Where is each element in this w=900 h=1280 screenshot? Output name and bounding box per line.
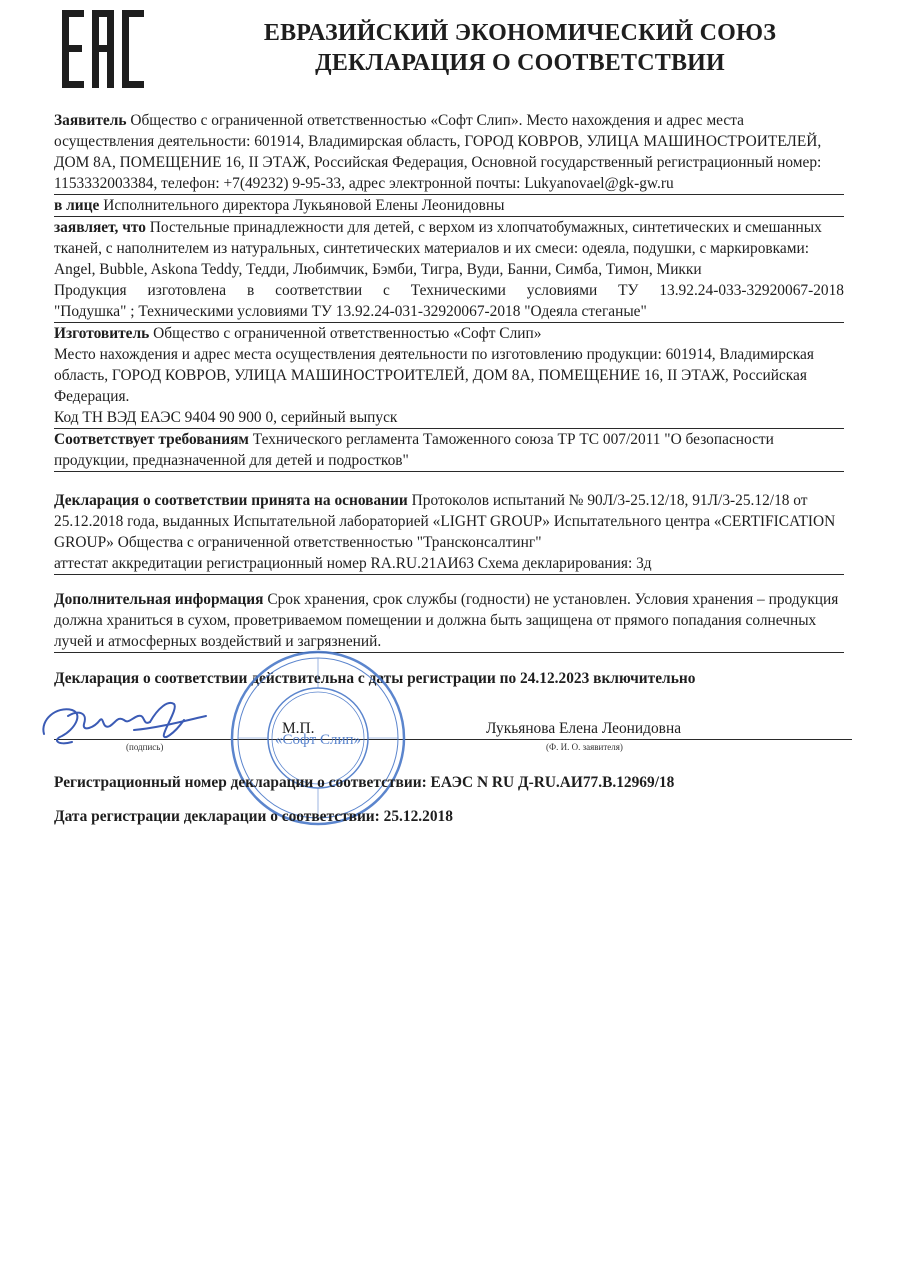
additional-info-label: Дополнительная информация xyxy=(54,591,264,608)
company-stamp xyxy=(228,648,408,828)
seal-placeholder: М.П. xyxy=(282,720,315,737)
production-line-1: Продукция изготовлена в соответствии с Техническими условиями ТУ 13.92.24-033-32920067-2018 xyxy=(54,282,844,299)
represented-by-text: Исполнительного директора Лукьяновой Елены Леонидовны xyxy=(103,197,505,214)
declares-section xyxy=(54,217,844,323)
conformity-section xyxy=(54,429,844,472)
production-line-2: "Подушка" ; Техническими условиями ТУ 13.92.24-031-32920067-2018 "Одеяла стеганые" xyxy=(54,303,647,320)
represented-by-section xyxy=(54,195,844,217)
signature-caption: (подпись) xyxy=(126,742,164,752)
declares-label: заявляет, что xyxy=(54,219,146,236)
stamp-center-text: «Софт Слип» xyxy=(274,732,362,748)
title-line-declaration: ДЕКЛАРАЦИЯ О СООТВЕТСТВИИ xyxy=(315,50,725,76)
manufacturer-address: Место нахождения и адрес места осуществления деятельности по изготовлению продукции: 601914, Владимирская область, ГОРОД КОВРОВ, УЛИЦА МАШИНОСТРОИТЕЛЕЙ, ДОМ 8А, ПОМЕЩЕНИЕ 16, II ЭТАЖ, Российская Федерация. xyxy=(54,346,814,405)
registration-date: Дата регистрации декларации о соответствии: 25.12.2018 xyxy=(54,808,453,825)
manufacturer-text: Общество с ограниченной ответственностью «Софт Слип» xyxy=(153,325,542,342)
name-caption: (Ф. И. О. заявителя) xyxy=(546,742,623,752)
basis-label: Декларация о соответствии принята на основании xyxy=(54,492,408,509)
basis-section xyxy=(54,490,844,575)
additional-info-text: Срок хранения, срок службы (годности) не установлен. Условия хранения – продукция должна храниться в сухом, проветриваемом помещении и должна быть защищена от прямого попадания солнечных лучей и атмосферных воздействий и загрязнений. xyxy=(54,591,839,650)
represented-by-label: в лице xyxy=(54,197,100,214)
conformity-text: Технического регламента Таможенного союза ТР ТС 007/2011 "О безопасности продукции, предназначенной для детей и подростков" xyxy=(54,431,774,469)
manufacturer-section xyxy=(54,323,844,429)
conformity-label: Соответствует требованиям xyxy=(54,431,249,448)
manufacturer-code: Код ТН ВЭД ЕАЭС 9404 90 900 0, серийный выпуск xyxy=(54,409,398,426)
declares-text: Постельные принадлежности для детей, с верхом из хлопчатобумажных, синтетических и смешанных тканей, с наполнителем из натуральных, синтетических материалов и их смеси: одеяла, подушки, с маркировками: Angel, Bubble, Askona Teddy, Тедди, Любимчик, Бэмби, Тигра, Вуди, Банни, Симба, Тимон, Микки xyxy=(54,219,822,278)
title-line-union: ЕВРАЗИЙСКИЙ ЭКОНОМИЧЕСКИЙ СОЮЗ xyxy=(263,20,777,46)
additional-info-section xyxy=(54,589,844,653)
validity-statement: Декларация о соответствии действительна с даты регистрации по 24.12.2023 включительно xyxy=(54,670,696,687)
declaration-body xyxy=(54,110,844,653)
applicant-text: Общество с ограниченной ответственностью «Софт Слип». Место нахождения и адрес места осуществления деятельности: 601914, Владимирская область, ГОРОД КОВРОВ, УЛИЦА МАШИНОСТРОИТЕЛЕЙ, ДОМ 8А, ПОМЕЩЕНИЕ 16, II ЭТАЖ, Российская Федерация, Основной государственный регистрационный номер: 1153332003384, телефон: +7(49232) 9-95-33, адрес электронной почты: Lukyanovael@gk-gw.ru xyxy=(54,112,822,192)
registration-number: Регистрационный номер декларации о соответствии: ЕАЭС N RU Д-RU.АИ77.В.12969/18 xyxy=(54,774,675,791)
basis-text: Протоколов испытаний № 90Л/3-25.12/18, 91Л/3-25.12/18 от 25.12.2018 года, выданных Испытательной лабораторией «LIGHT GROUP» Испытательного центра «CERTIFICATION GROUP» Общества с ограниченной ответственностью "Трансконсалтинг" xyxy=(54,492,836,551)
handwritten-signature xyxy=(38,690,208,750)
document-title xyxy=(200,18,840,78)
applicant-section xyxy=(54,110,844,195)
director-name: Лукьянова Елена Леонидовна xyxy=(486,720,682,737)
eac-logo xyxy=(62,10,144,88)
applicant-label: Заявитель xyxy=(54,112,127,129)
basis-accreditation: аттестат аккредитации регистрационный номер RA.RU.21АИ63 Схема декларирования: 3д xyxy=(54,555,652,572)
manufacturer-label: Изготовитель xyxy=(54,325,150,342)
